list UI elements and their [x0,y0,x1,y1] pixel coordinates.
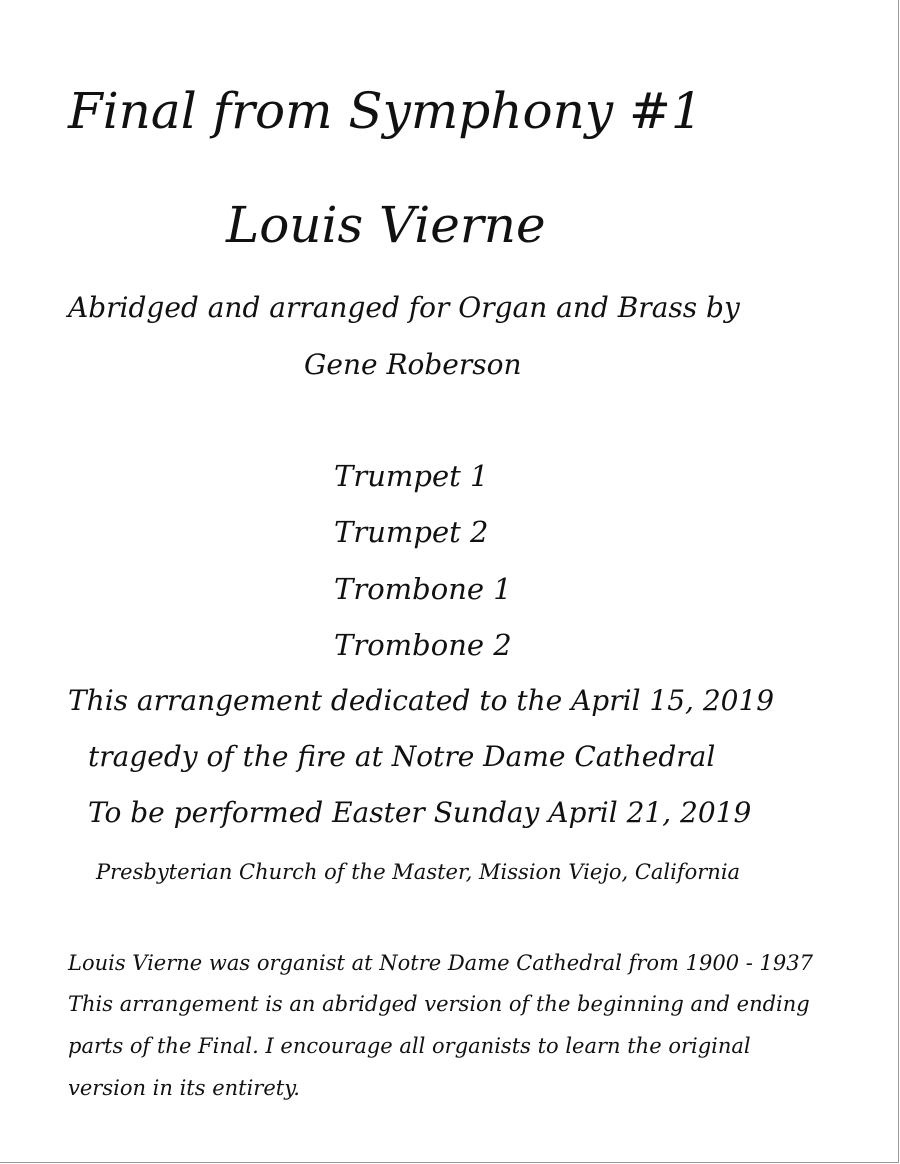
dedication-line-2: tragedy of the fire at Notre Dame Cathedral [88,740,716,773]
venue-line: Presbyterian Church of the Master, Mission Viejo, California [96,860,741,884]
note-line-1: Louis Vierne was organist at Notre Dame Cathedral from 1900 - 1937 [68,951,813,975]
part-trumpet-1: Trumpet 1 [334,459,489,493]
arranger-name: Gene Roberson [304,348,522,381]
composer-name: Louis Vierne [226,196,546,254]
note-line-4: version in its entirety. [68,1076,300,1100]
part-trumpet-2: Trumpet 2 [334,515,489,549]
part-trombone-1: Trombone 1 [334,572,512,606]
part-trombone-2: Trombone 2 [334,628,512,662]
arranger-line-1: Abridged and arranged for Organ and Brass by [68,291,740,324]
note-line-2: This arrangement is an abridged version of the beginning and ending [68,992,810,1016]
dedication-line-3: To be performed Easter Sunday April 21, 2019 [88,796,752,829]
dedication-line-1: This arrangement dedicated to the April 15, 2019 [68,684,775,717]
page-title: Final from Symphony #1 [68,82,703,140]
note-line-3: parts of the Final. I encourage all organists to learn the original [68,1034,751,1058]
